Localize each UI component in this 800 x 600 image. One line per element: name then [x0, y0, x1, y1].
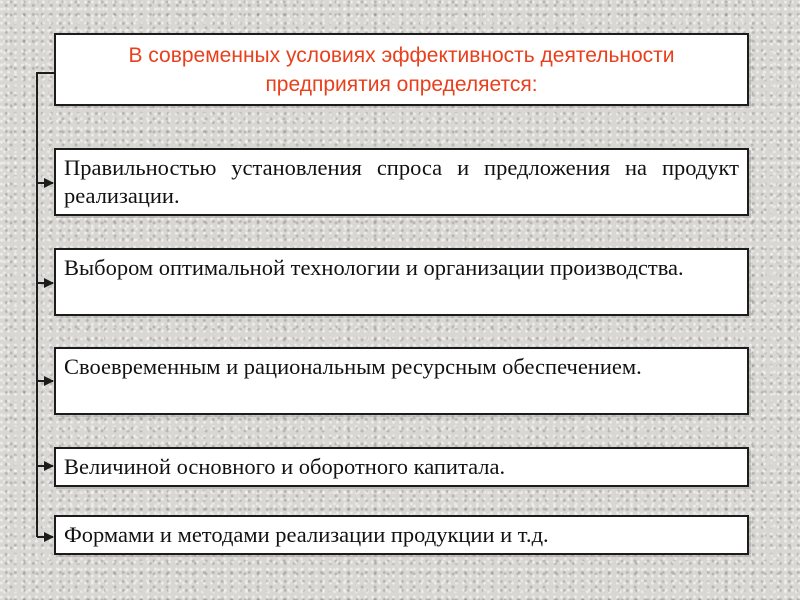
item-text: Правильностью установления спроса и предложения на продукт реализации.	[64, 155, 739, 208]
title-box	[54, 33, 749, 106]
trunk-line	[37, 73, 54, 537]
item-box-demand-supply	[54, 148, 749, 216]
item-box-capital	[54, 447, 749, 487]
item-text: Формами и методами реализации продукции и т.д.	[64, 522, 549, 547]
item-box-sales-methods	[54, 515, 749, 555]
title-text: В современных условиях эффективность деятельности предприятия определяется:	[128, 43, 675, 96]
item-text: Выбором оптимальной технологии и организации производства.	[64, 255, 684, 280]
item-box-resources	[54, 347, 749, 415]
item-text: Величиной основного и оборотного капитала.	[64, 454, 506, 479]
item-text: Своевременным и рациональным ресурсным обеспечением.	[64, 354, 642, 379]
item-box-technology	[54, 248, 749, 316]
